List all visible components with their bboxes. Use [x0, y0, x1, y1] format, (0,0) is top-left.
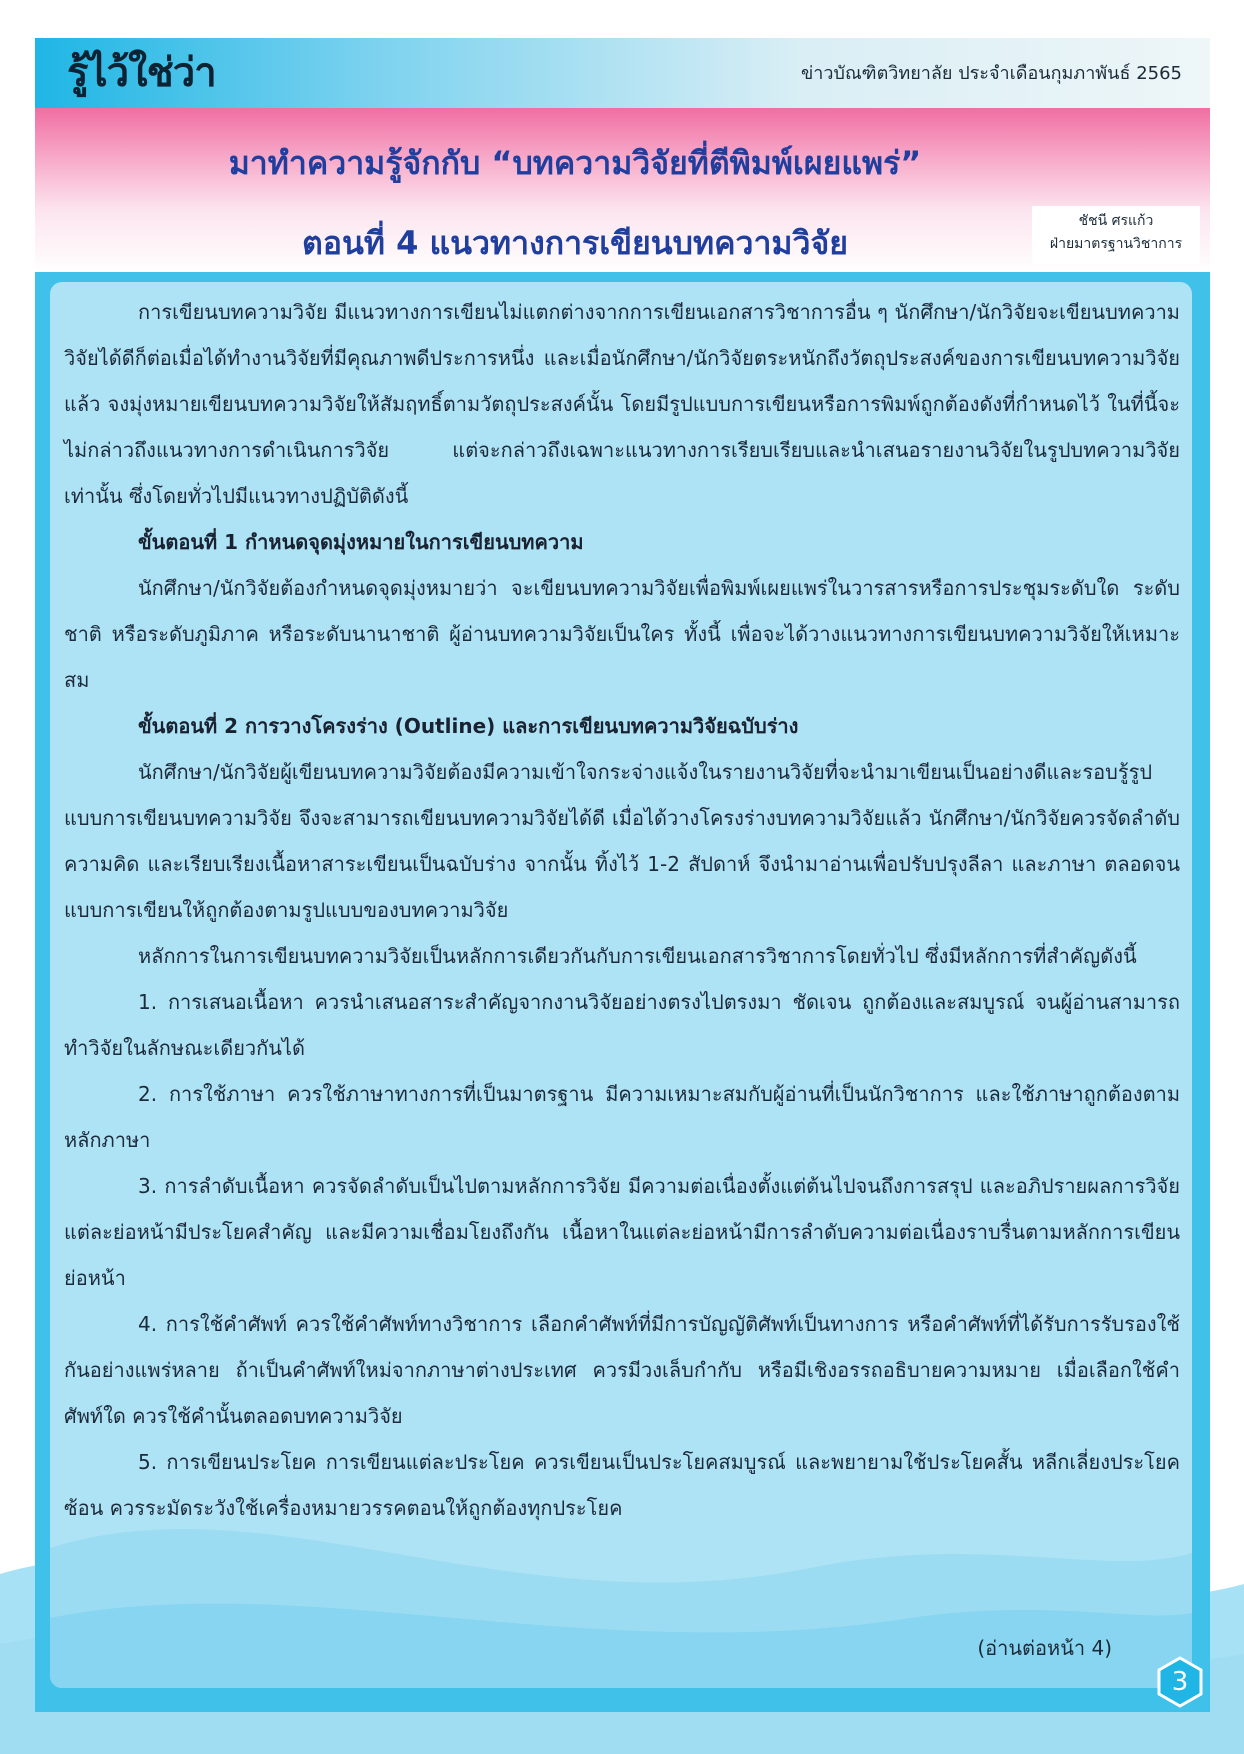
article-body [64, 289, 1180, 1531]
article-title-band [35, 108, 1210, 272]
author-name: ชัชนี ศรแก้ว [1078, 213, 1154, 229]
page-number-badge [1154, 1656, 1206, 1708]
step-2-paragraph: นักศึกษา/นักวิจัยผู้เขียนบทความวิจัยต้องมีความเข้าใจกระจ่างแจ้งในรายงานวิจัยที่จะนำมาเขียนเป็นอย่างดีและรอบรู้รูปแบบการเขียนบทความวิจัย จึงจะสามารถเขียนบทความวิจัยได้ดี เมื่อได้วางโครงร่างบทความวิจัยแล้ว นักศึกษา/นักวิจัยควรจัดลำดับความคิด และเรียบเรียงเนื้อหาสาระเขียนเป็นฉบับร่าง จากนั้น ทิ้งไว้ 1-2 สัปดาห์ จึงนำมาอ่านเพื่อปรับปรุงลีลา และภาษา ตลอดจนแบบการเขียนให้ถูกต้องตามรูปแบบของบทความวิจัย [64, 760, 1180, 922]
principle-item: 5. การเขียนประโยค การเขียนแต่ละประโยค ควรเขียนเป็นประโยคสมบูรณ์ และพยายามใช้ประโยคสั้น หลีกเลี่ยงประโยคซ้อน ควรระมัดระวังใช้เครื่องหมายวรรคตอนให้ถูกต้องทุกประโยค [64, 1450, 1180, 1520]
header-bar [35, 38, 1210, 108]
step-1-heading: ขั้นตอนที่ 1 กำหนดจุดมุ่งหมายในการเขียนบทความ [138, 530, 584, 554]
step-2-heading: ขั้นตอนที่ 2 การวางโครงร่าง (Outline) และการเขียนบทความวิจัยฉบับร่าง [138, 714, 799, 738]
author-box [1032, 206, 1200, 264]
principle-item: 4. การใช้คำศัพท์ ควรใช้คำศัพท์ทางวิชาการ เลือกคำศัพท์ที่มีการบัญญัติศัพท์เป็นทางการ หรือคำศัพท์ที่ได้รับการรับรองใช้กันอย่างแพร่หลาย ถ้าเป็นคำศัพท์ใหม่จากภาษาต่างประเทศ ควรมีวงเล็บกำกับ หรือมีเชิงอรรถอธิบายความหมาย เมื่อเลือกใช้คำศัพท์ใด ควรใช้คำนั้นตลอดบทความวิจัย [64, 1312, 1180, 1428]
continued-note: (อ่านต่อหน้า 4) [977, 1636, 1112, 1660]
principle-item: 3. การลำดับเนื้อหา ควรจัดลำดับเป็นไปตามหลักการวิจัย มีความต่อเนื่องตั้งแต่ต้นไปจนถึงการสรุป และอภิปรายผลการวิจัย แต่ละย่อหน้ามีประโยคสำคัญ และมีความเชื่อมโยงถึงกัน เนื้อหาในแต่ละย่อหน้ามีการลำดับความต่อเนื่องราบรื่นตามหลักการเขียนย่อหน้า [64, 1174, 1180, 1290]
newsletter-issue: ข่าวบัณฑิตวิทยาลัย ประจำเดือนกุมภาพันธ์ 2565 [801, 63, 1182, 84]
intro-paragraph: การเขียนบทความวิจัย มีแนวทางการเขียนไม่แตกต่างจากการเขียนเอกสารวิชาการอื่น ๆ นักศึกษา/นักวิจัยจะเขียนบทความวิจัยได้ดีก็ต่อเมื่อได้ทำงานวิจัยที่มีคุณภาพดีประการหนึ่ง และเมื่อนักศึกษา/นักวิจัยตระหนักถึงวัตถุประสงค์ของการเขียนบทความวิจัยแล้ว จงมุ่งหมายเขียนบทความวิจัยให้สัมฤทธิ์ตามวัตถุประสงค์นั้น โดยมีรูปแบบการเขียนหรือการพิมพ์ถูกต้องดังที่กำหนดไว้ ในที่นี้จะไม่กล่าวถึงแนวทางการดำเนินการวิจัย แต่จะกล่าวถึงเฉพาะแนวทางการเรียบเรียบและนำเสนอรายงานวิจัยในรูปบทความวิจัยเท่านั้น ซึ่งโดยทั่วไปมีแนวทางปฏิบัติดังนี้ [64, 300, 1180, 508]
principles-intro-paragraph: หลักการในการเขียนบทความวิจัยเป็นหลักการเดียวกันกับการเขียนเอกสารวิชาการโดยทั่วไป ซึ่งมีหลักการที่สำคัญดังนี้ [138, 944, 1137, 968]
principle-item: 2. การใช้ภาษา ควรใช้ภาษาทางการที่เป็นมาตรฐาน มีความเหมาะสมกับผู้อ่านที่เป็นนักวิชาการ และใช้ภาษาถูกต้องตามหลักภาษา [64, 1082, 1180, 1152]
article-title: มาทำความรู้จักกับ “บทความวิจัยที่ตีพิมพ์เผยแพร่” [228, 144, 922, 182]
step-1-paragraph: นักศึกษา/นักวิจัยต้องกำหนดจุดมุ่งหมายว่า จะเขียนบทความวิจัยเพื่อพิมพ์เผยแพร่ในวารสารหรือการประชุมระดับใด ระดับชาติ หรือระดับภูมิภาค หรือระดับนานาชาติ ผู้อ่านบทความวิจัยเป็นใคร ทั้งนี้ เพื่อจะได้วางแนวทางการเขียนบทความวิจัยให้เหมาะสม [64, 576, 1180, 692]
page-number: 3 [1171, 1667, 1189, 1697]
article-body-panel [50, 282, 1192, 1688]
principle-item: 1. การเสนอเนื้อหา ควรนำเสนอสาระสำคัญจากงานวิจัยอย่างตรงไปตรงมา ชัดเจน ถูกต้องและสมบูรณ์ จนผู้อ่านสามารถทำวิจัยในลักษณะเดียวกันได้ [64, 990, 1180, 1060]
article-subtitle: ตอนที่ 4 แนวทางการเขียนบทความวิจัย [302, 224, 848, 262]
section-title: รู้ไว้ใช่ว่า [67, 50, 216, 96]
author-unit: ฝ่ายมาตรฐานวิชาการ [1049, 236, 1183, 252]
